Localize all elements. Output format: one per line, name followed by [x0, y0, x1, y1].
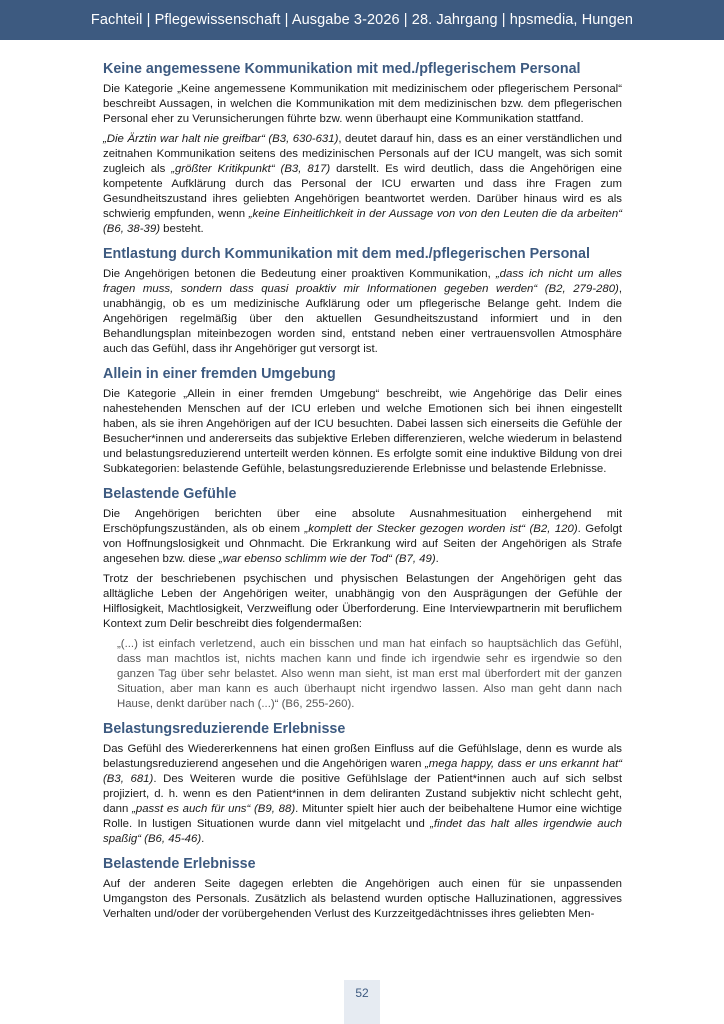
interview-quote: „komplett der Stecker gezogen worden ist“ (B2, 120)	[304, 523, 578, 535]
paragraph: „Die Ärztin war halt nie greifbar“ (B3, 630-631), deutet darauf hin, dass es an einer verständlichen und zeitnahen Kommunikation seitens des medizinischen Personals auf der ICU mangelt, was sich somit zugleich als „größter Kritikpunkt“ (B3, 817) darstellt. Es wird deutlich, dass die Angehörigen eine kompetente Aufklärung durch das Personal der ICU erwarten und dass ihre Fragen zum Gesundheitszustand ihres geliebten Angehörigen beantwortet werden. Darüber hinaus wird es als schwierig empfunden, wenn „keine Einheitlichkeit in der Aussage von von den Leuten die da arbeiten“ (B6, 38-39) besteht.	[103, 133, 622, 235]
article-body	[103, 52, 622, 927]
section-heading: Belastende Erlebnisse	[103, 856, 256, 872]
section-heading: Belastende Gefühle	[103, 486, 237, 502]
running-header-text: Fachteil | Pflegewissenschaft | Ausgabe 3-2026 | 28. Jahrgang | hpsmedia, Hungen	[90, 12, 634, 28]
paragraph: Die Kategorie „Keine angemessene Kommunikation mit medizinischem oder pflegerischem Personal“ beschreibt Aussagen, in welchen die Kommunikation mit dem medizinischen bzw. dem pflegerischen Personal eher zu Verunsicherungen führte bzw. wenn überhaupt eine Kommunikation stattfand.	[103, 83, 622, 125]
section-heading: Entlastung durch Kommunikation mit dem med./pflegerischen Personal	[103, 246, 590, 262]
paragraph: Die Angehörigen betonen die Bedeutung einer proaktiven Kommunikation, „dass ich nicht um alles fragen muss, sondern dass quasi proaktiv mir Informationen gegeben werden“ (B2, 279-280), unabhängig, ob es um medizinische Aufklärung oder um pflegerische Belange geht. Indem die Angehörigen regelmäßig über den aktuellen Gesundheitszustand informiert und in den Behandlungsplan miteinbezogen worden sind, entstand neben einer vertrauensvollen Atmosphäre auch das Gefühl, dass ihr Angehöriger gut versorgt ist.	[103, 268, 622, 355]
page-number	[344, 980, 380, 1024]
running-header	[0, 0, 724, 40]
interview-quote: „größter Kritikpunkt“ (B3, 817)	[171, 163, 331, 175]
block-quote: „(...) ist einfach verletzend, auch ein bisschen und man hat einfach so hauptsächlich das Gefühl, dass man machtlos ist, nichts machen kann und finde ich irgendwie sehr es irgendwie so den ganzen Tag über sehr belastet. Also wenn man sieht, ist man erst mal überfordert mit der ganzen Situation, aber man kann es auch überhaupt nicht irgendwo lassen. Also man geht dann nach Hause, denkt darüber nach (...)“ (B6, 255-260).	[117, 638, 622, 710]
paragraph: Die Kategorie „Allein in einer fremden Umgebung“ beschreibt, wie Angehörige das Delir eines nahestehenden Menschen auf der ICU erleben und welche Emotionen sich bei ihnen eingestellt haben, als sie ihren Angehörigen auf der ICU besuchten. Dabei lassen sich einerseits die Gefühle der Besucher*innen und andererseits das subjektive Erleben differenzieren, welche wiederum in belastend und belastungsreduzierend unterteilt werden können. Es erfolgte somit eine induktive Bildung von drei Subkategorien: belastende Gefühle, belastungsreduzierende Erlebnisse und belastende Erlebnisse.	[103, 388, 622, 475]
interview-quote: „passt es auch für uns“ (B9, 88)	[132, 803, 296, 815]
section-heading: Allein in einer fremden Umgebung	[103, 366, 336, 382]
section-heading: Belastungsreduzierende Erlebnisse	[103, 721, 346, 737]
interview-quote: „war ebenso schlimm wie der Tod“ (B7, 49)	[218, 553, 436, 565]
paragraph: Auf der anderen Seite dagegen erlebten die Angehörigen auch einen für sie unpassenden Umgangston des Personals. Zusätzlich als belastend wurden optische Halluzinationen, aggressives Verhalten und/oder der vorübergehenden Verlust des Kurzzeitgedächtnisses ihres geliebten Men-	[103, 878, 622, 920]
interview-quote: „keine Einheitlichkeit in der Aussage von von den Leuten die da arbeiten“ (B6, 38-39)	[103, 208, 622, 235]
interview-quote: „findet das halt alles irgendwie auch spaßig“ (B6, 45-46)	[103, 818, 622, 845]
paragraph: Trotz der beschriebenen psychischen und physischen Belastungen der Angehörigen geht das alltägliche Leben der Angehörigen weiter, unabhängig von den Ausprägungen der Gefühle der Hilflosigkeit, Machtlosigkeit, Verzweiflung oder Überforderung. Eine Interviewpartnerin mit beruflichem Kontext zum Delir beschreibt dies folgendermaßen:	[103, 573, 622, 630]
interview-quote: „dass ich nicht um alles fragen muss, sondern dass quasi proaktiv mir Informationen gegeben werden“ (B2, 279-280)	[103, 268, 622, 295]
paragraph: Die Angehörigen berichten über eine absolute Ausnahmesituation einhergehend mit Erschöpfungszuständen, als ob einem „komplett der Stecker gezogen worden ist“ (B2, 120). Gefolgt von Hoffnungslosigkeit und Ohnmacht. Die Erkrankung wird auf Seiten der Angehörigen als Strafe angesehen bzw. diese „war ebenso schlimm wie der Tod“ (B7, 49).	[103, 508, 622, 565]
page-number-text: 52	[355, 986, 369, 1000]
section-heading: Keine angemessene Kommunikation mit med./pflegerischem Personal	[103, 61, 581, 77]
paragraph: Das Gefühl des Wiedererkennens hat einen großen Einfluss auf die Gefühlslage, denn es wurde als belastungsreduzierend angesehen und die Angehörigen waren „mega happy, dass er uns erkannt hat“ (B3, 681). Des Weiteren wurde die positive Gefühlslage der Patient*innen auch auf sich selbst projiziert, d. h. wenn es den Patient*innen in dem deliranten Zustand subjektiv nicht schlecht geht, dann „passt es auch für uns“ (B9, 88). Mitunter spielt hier auch der beibehaltene Humor eine wichtige Rolle. In lustigen Situationen wurde dann viel mitgelacht und „findet das halt alles irgendwie auch spaßig“ (B6, 45-46).	[103, 743, 622, 845]
interview-quote: „Die Ärztin war halt nie greifbar“ (B3, 630-631)	[103, 133, 339, 145]
interview-quote: „mega happy, dass er uns erkannt hat“ (B3, 681)	[103, 758, 622, 785]
